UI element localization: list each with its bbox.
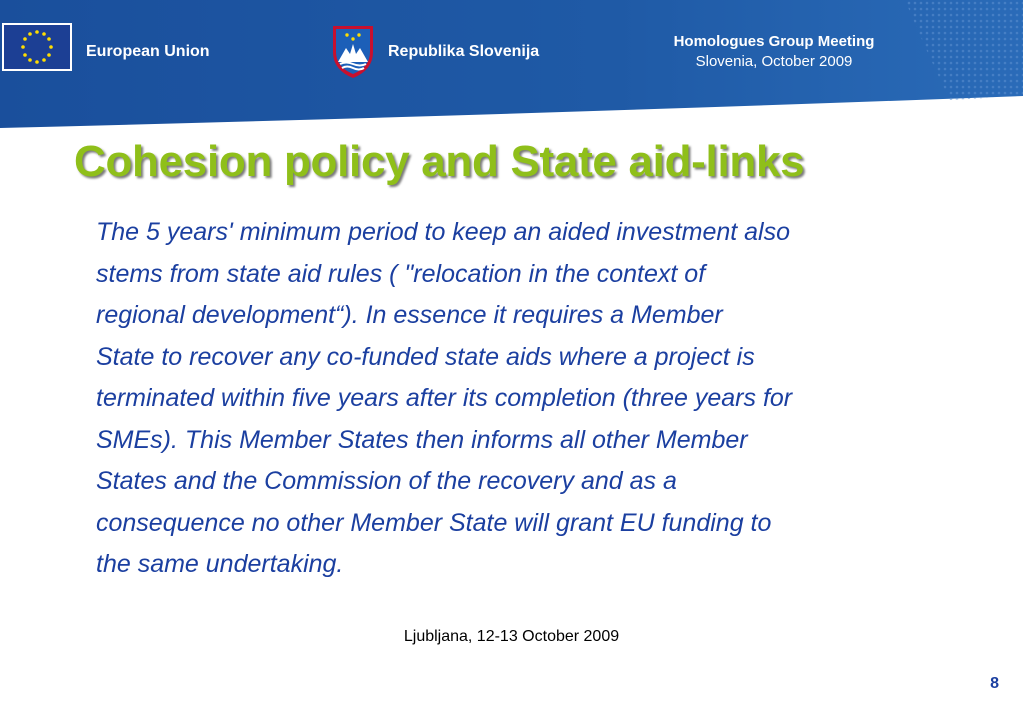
body-line: States and the Commission of the recovery and as a bbox=[96, 467, 677, 495]
page-number: 8 bbox=[990, 675, 999, 692]
body-line: the same undertaking. bbox=[96, 550, 344, 578]
footer-date: Ljubljana, 12-13 October 2009 bbox=[403, 628, 620, 645]
body-line: consequence no other Member State will grant EU funding to bbox=[96, 508, 772, 537]
slovenia-label: Republika Slovenija bbox=[388, 43, 540, 60]
slide-title: Cohesion policy and State aid-links bbox=[74, 137, 805, 186]
body-line: stems from state aid rules ( "relocation in the context of bbox=[96, 259, 706, 288]
meeting-title: Homologues Group Meeting bbox=[673, 33, 875, 50]
body-line: terminated within five years after its completion (three years for bbox=[96, 384, 793, 412]
body-line: SMEs). This Member States then informs all other Member bbox=[96, 425, 748, 454]
eu-flag-icon bbox=[2, 23, 72, 71]
eu-label: European Union bbox=[86, 43, 210, 60]
body-paragraph bbox=[96, 212, 996, 586]
meeting-info bbox=[640, 32, 908, 72]
body-line: State to recover any co-funded state aids where a project is bbox=[96, 342, 755, 371]
body-line: The 5 years' minimum period to keep an aided investment also bbox=[96, 218, 791, 246]
slovenia-coat-of-arms-icon bbox=[330, 24, 376, 80]
meeting-location-date: Slovenia, October 2009 bbox=[695, 53, 853, 70]
body-line: regional development“). In essence it requires a Member bbox=[96, 301, 723, 329]
